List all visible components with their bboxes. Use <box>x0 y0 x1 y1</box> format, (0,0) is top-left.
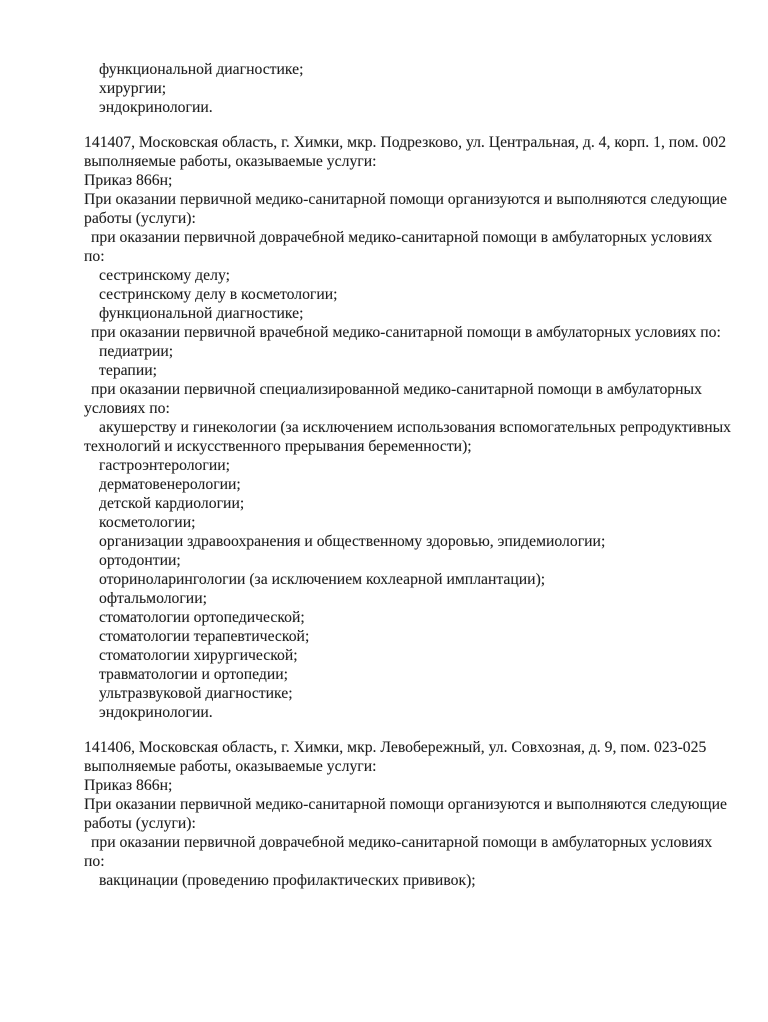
paragraph-gap <box>84 722 748 738</box>
text-line: ортодонтии; <box>99 552 181 569</box>
paragraph-gap <box>84 117 748 133</box>
text-line: оториноларингологии (за исключением кохлеарной имплантации); <box>99 571 546 588</box>
text-line: Приказ 866н; <box>84 777 173 794</box>
text-line: При оказании первичной медико-санитарной помощи организуются и выполняются следующие <box>84 796 727 813</box>
text-line: стоматологии ортопедической; <box>99 609 305 626</box>
text-line: офтальмологии; <box>99 590 207 607</box>
text-line: косметологии; <box>99 514 196 531</box>
text-line: организации здравоохранения и общественному здоровью, эпидемиологии; <box>99 533 606 550</box>
text-line: акушерству и гинекологии (за исключением использования вспомогательных репродуктивных <box>99 419 732 436</box>
text-line: функциональной диагностике; <box>99 305 304 322</box>
text-line: эндокринологии. <box>99 704 213 721</box>
text-line: Приказ 866н; <box>84 172 173 189</box>
text-line: условиях по: <box>84 400 170 417</box>
text-line: выполняемые работы, оказываемые услуги: <box>84 153 377 170</box>
text-line: дерматовенерологии; <box>99 476 241 493</box>
text-line: при оказании первичной врачебной медико-санитарной помощи в амбулаторных условиях по: <box>91 324 721 341</box>
address-line-141407: 141407, Московская область, г. Химки, мкр. Подрезково, ул. Центральная, д. 4, корп. 1, пом. 002 <box>84 134 727 151</box>
text-line: при оказании первичной доврачебной медико-санитарной помощи в амбулаторных условиях <box>91 229 713 246</box>
text-line: при оказании первичной специализированной медико-санитарной помощи в амбулаторных <box>91 381 702 398</box>
text-line: по: <box>84 248 105 265</box>
text-line: ультразвуковой диагностике; <box>99 685 293 702</box>
address-line-141406: 141406, Московская область, г. Химки, мкр. Левобережный, ул. Совхозная, д. 9, пом. 023-025 <box>84 739 707 756</box>
text-line: работы (услуги): <box>84 210 196 227</box>
text-line: терапии; <box>99 362 157 379</box>
text-line: хирургии; <box>99 80 167 97</box>
text-line: педиатрии; <box>99 343 174 360</box>
text-line: по: <box>84 853 105 870</box>
text-line: вакцинации (проведению профилактических прививок); <box>99 872 476 889</box>
text-line: выполняемые работы, оказываемые услуги: <box>84 758 377 775</box>
text-line: детской кардиологии; <box>99 495 245 512</box>
text-line: технологий и искусственного прерывания беременности); <box>84 438 472 455</box>
text-line: травматологии и ортопедии; <box>99 666 289 683</box>
text-line: сестринскому делу в косметологии; <box>99 286 338 303</box>
text-line: работы (услуги): <box>84 815 196 832</box>
text-line: При оказании первичной медико-санитарной помощи организуются и выполняются следующие <box>84 191 727 208</box>
text-line: функциональной диагностике; <box>99 61 304 78</box>
text-line: стоматологии терапевтической; <box>99 628 310 645</box>
text-line: гастроэнтерологии; <box>99 457 230 474</box>
text-line: сестринскому делу; <box>99 267 230 284</box>
text-line: стоматологии хирургической; <box>99 647 298 664</box>
text-line: эндокринологии. <box>99 99 213 116</box>
text-line: при оказании первичной доврачебной медико-санитарной помощи в амбулаторных условиях <box>91 834 713 851</box>
